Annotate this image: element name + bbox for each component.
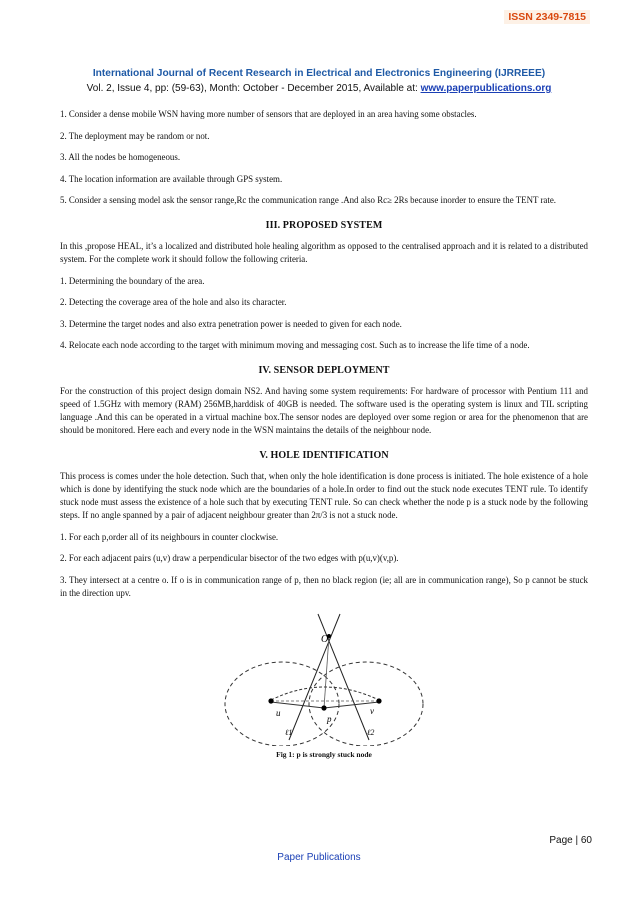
node-p xyxy=(321,705,326,710)
label-v: v xyxy=(370,706,374,716)
section3-item-4: 4. Relocate each node according to the target with minimum moving and messaging cost. Such as to increase the life time of a node. xyxy=(60,340,530,350)
journal-url-link[interactable]: www.paperpublications.org xyxy=(420,83,552,94)
label-o: O xyxy=(321,634,329,645)
label-u: u xyxy=(276,708,281,718)
section5-step-2: 2. For each adjacent pairs (u,v) draw a perpendicular bisector of the two edges with p(u,v)(v,p). xyxy=(60,553,399,563)
bisector-line-1 xyxy=(289,614,340,740)
section5-step-1: 1. For each p,order all of its neighbours in counter clockwise. xyxy=(60,531,279,542)
left-communication-circle xyxy=(225,662,339,746)
label-p: p xyxy=(327,714,332,724)
node-v xyxy=(376,698,381,703)
section3-item-1: 1. Determining the boundary of the area. xyxy=(60,275,205,286)
assumption-4: 4. The location information are available through GPS system. xyxy=(60,173,283,184)
node-u xyxy=(268,698,273,703)
section3-item-2: 2. Detecting the coverage area of the hole and also its character. xyxy=(60,297,287,307)
section4-paragraph: For the construction of this project design domain NS2. And having some system requirements: For hardware of processor with Pentium 111 and speed of 1.5GHz with memory (RAM) 256MB,harddisk of 40GB is needed. The software used is the operating system is linux and TIL scripting language .And this can be operated in a virtual machine box.The sensor nodes are deployed over some region or area for the phenomenon that are should be monitored. Here each and every node in the WSN maintains the details of the neighbour node. xyxy=(60,386,588,435)
assumption-5: 5. Consider a sensing model ask the sensor range,Rc the communication range .And also Rc≥ 2Rs because inorder to ensure the TENT rate. xyxy=(60,195,556,205)
section5-step-3: 3. They intersect at a centre o. If o is in communication range of p, then no black region (ie; all are in communication range), So p cannot be stuck in the direction upv. xyxy=(60,574,588,598)
assumption-1: 1. Consider a dense mobile WSN having more number of sensors that are deployed in an area having some obstacles. xyxy=(60,109,477,119)
section3-item-3: 3. Determine the target nodes and also extra penetration power is needed to given for each node. xyxy=(60,318,402,329)
section5-paragraph: This process is comes under the hole detection. Such that, when only the hole identification is done process is initiated. The hole existence of a hole which is done by identifying the stuck node which are the boundaries of a hole.In order to find out the stuck node executes TENT rule. To identify stuck node must assess the existence of a hole such that by executing TENT rule. So can check whether the node p is a stuck node by the following steps. If no angle spanned by a pair of adjacent neighbour greater than 2π/3 is not a stuck node. xyxy=(60,471,588,520)
publisher-footer: Paper Publications xyxy=(277,852,361,863)
journal-title: International Journal of Recent Research in Electrical and Electronics Engineering (IJRREEE) xyxy=(92,68,546,79)
figure-caption: Fig 1: p is strongly stuck node xyxy=(276,750,372,759)
assumption-2: 2. The deployment may be random or not. xyxy=(60,130,210,141)
article-body xyxy=(60,108,588,761)
label-l1: ℓ1 xyxy=(285,728,293,737)
issn-badge: ISSN 2349-7815 xyxy=(504,10,590,24)
page-number: Page | 60 xyxy=(549,835,592,846)
section-heading-sensor-deployment: IV. SENSOR DEPLOYMENT xyxy=(258,365,390,376)
volume-line xyxy=(0,83,638,94)
section3-paragraph: In this ,propose HEAL, it’s a localized and distributed hole healing algorithm as opposed to the centralised approach and it is related to a distributed system. For the complete work it should follow the following criteria. xyxy=(60,241,588,264)
figure-stuck-node-diagram xyxy=(224,608,424,746)
section-heading-hole-identification: V. HOLE IDENTIFICATION xyxy=(259,450,389,461)
label-l2: ℓ2 xyxy=(367,728,375,737)
section-heading-proposed-system: III. PROPOSED SYSTEM xyxy=(265,220,383,231)
volume-text: Vol. 2, Issue 4, pp: (59-63), Month: October - December 2015, Available at: xyxy=(86,83,421,94)
assumption-3: 3. All the nodes be homogeneous. xyxy=(60,152,181,162)
